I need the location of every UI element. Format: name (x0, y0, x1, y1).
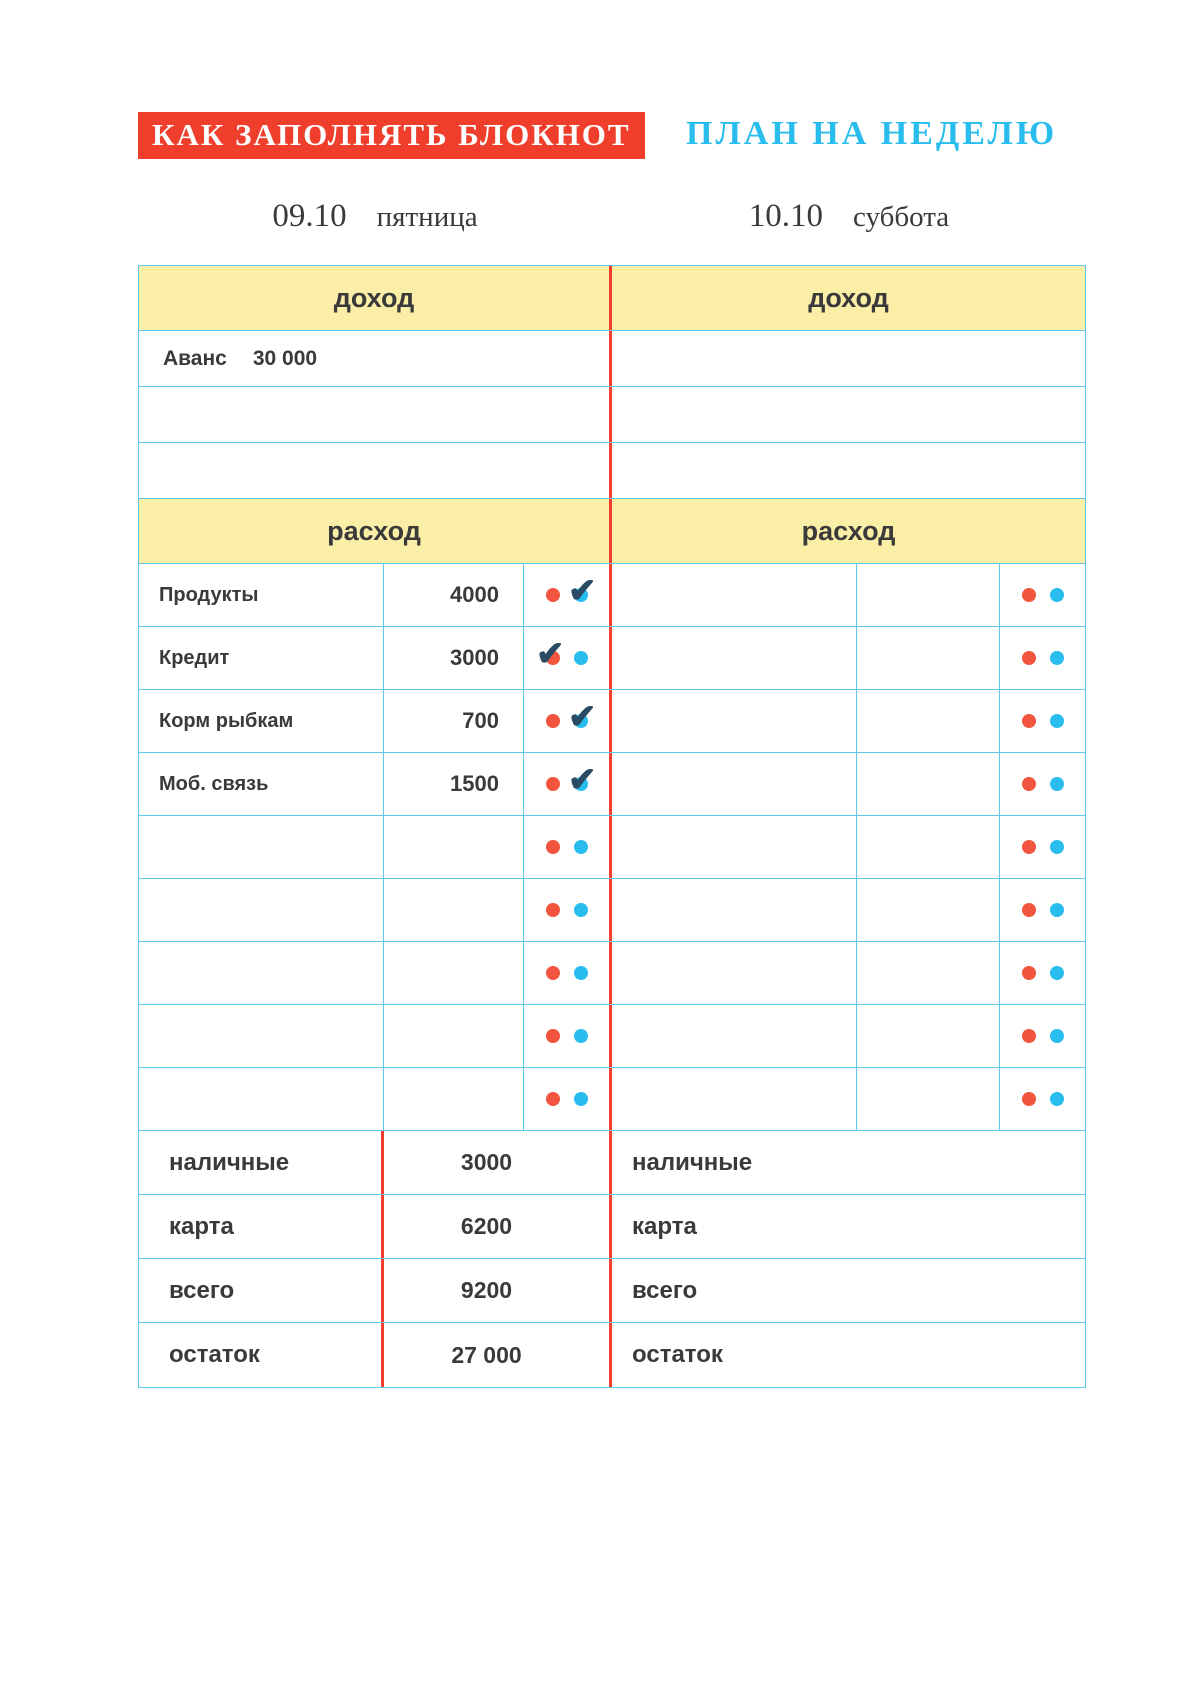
red-dot-icon[interactable] (1022, 777, 1036, 791)
red-dot-icon[interactable] (546, 1092, 560, 1106)
expense-amount-right-1[interactable] (857, 564, 1000, 626)
expense-row-left-6[interactable] (139, 879, 612, 941)
red-dot-icon[interactable] (1022, 966, 1036, 980)
blue-dot-icon[interactable] (1050, 714, 1064, 728)
expense-marks-left-2[interactable] (524, 627, 609, 689)
checkmark-icon: ✔ (568, 698, 597, 736)
expense-row-right-1[interactable] (612, 564, 1085, 626)
expense-marks-right-3[interactable] (1000, 690, 1085, 752)
red-dot-icon[interactable] (1022, 1092, 1036, 1106)
total-label-right-sum: всего (632, 1276, 698, 1304)
expense-marks-left-6[interactable] (524, 879, 609, 941)
weekday-day-2: суббота (853, 201, 950, 233)
expense-marks-right-5[interactable] (1000, 816, 1085, 878)
expense-name-right-8[interactable] (612, 1005, 857, 1067)
expense-name-right-9[interactable] (612, 1068, 857, 1130)
table-row (139, 879, 1085, 942)
expense-row-left-7[interactable] (139, 942, 612, 1004)
date-number-day-2: 10.10 (748, 198, 824, 234)
expense-amount-right-7[interactable] (857, 942, 1000, 1004)
expense-amount-right-9[interactable] (857, 1068, 1000, 1130)
total-row-right-cash[interactable] (612, 1131, 1085, 1194)
expense-name-left-7[interactable] (139, 942, 384, 1004)
table-row (139, 1005, 1085, 1068)
table-row (139, 564, 1085, 627)
expense-marks-right-2[interactable] (1000, 627, 1085, 689)
total-row-left-sum[interactable] (139, 1259, 612, 1322)
red-dot-icon[interactable] (546, 714, 560, 728)
income-row-left-2[interactable] (139, 387, 612, 442)
expense-row-right-6[interactable] (612, 879, 1085, 941)
red-dot-icon[interactable] (546, 777, 560, 791)
title-how-to-fill: КАК ЗАПОЛНЯТЬ БЛОКНОТ (138, 112, 645, 159)
checkmark-icon: ✔ (568, 761, 597, 799)
red-dot-icon[interactable] (1022, 714, 1036, 728)
income-header-right (612, 266, 1085, 330)
date-number-day-1: 09.10 (272, 198, 347, 234)
expense-label-right: расход (801, 515, 896, 546)
blue-dot-icon[interactable] (574, 1029, 588, 1043)
table-row (139, 443, 1085, 499)
expense-row-right-7[interactable] (612, 942, 1085, 1004)
expense-name-left-3[interactable]: Корм рыбкам (139, 690, 384, 752)
expense-amount-right-6[interactable] (857, 879, 1000, 941)
weekday-day-1: пятница (376, 201, 478, 233)
checkmark-icon: ✔ (568, 572, 597, 610)
blue-dot-icon[interactable] (574, 651, 588, 665)
total-row-left-balance[interactable] (139, 1323, 612, 1387)
expense-marks-left-9[interactable] (524, 1068, 609, 1130)
expense-name-left-8[interactable] (139, 1005, 384, 1067)
expense-row-right-2[interactable] (612, 627, 1085, 689)
blue-dot-icon[interactable] (1050, 777, 1064, 791)
table-row (139, 331, 1085, 387)
income-entry-right-2[interactable] (612, 387, 1085, 442)
blue-dot-icon[interactable] (1050, 1092, 1064, 1106)
red-dot-icon[interactable] (546, 903, 560, 917)
expense-amount-left-4[interactable]: 1500 (384, 753, 524, 815)
blue-dot-icon[interactable] (1050, 840, 1064, 854)
red-dot-icon[interactable] (546, 588, 560, 602)
red-dot-icon[interactable] (546, 966, 560, 980)
income-header-left (139, 266, 612, 330)
expense-name-right-2[interactable] (612, 627, 857, 689)
title-week-plan: ПЛАН НА НЕДЕЛЮ (686, 115, 1058, 152)
blue-dot-icon[interactable] (574, 840, 588, 854)
date-header-row (138, 198, 1086, 254)
table-row (139, 387, 1085, 443)
expense-name-left-2[interactable]: Кредит (139, 627, 384, 689)
red-dot-icon[interactable] (1022, 903, 1036, 917)
income-label-right: доход (808, 282, 889, 313)
income-name-left-1: Аванс (163, 346, 227, 370)
total-amount-left-card[interactable]: 6200 (460, 1213, 513, 1239)
table-row (139, 1259, 1085, 1323)
red-dot-icon[interactable] (1022, 651, 1036, 665)
income-amount-left-1: 30 000 (252, 346, 318, 370)
total-row-left-cash[interactable] (139, 1131, 612, 1194)
expense-row-left-2[interactable] (139, 627, 612, 689)
total-label-left-balance: остаток (139, 1323, 384, 1387)
expense-row-left-5[interactable] (139, 816, 612, 878)
expense-marks-right-4[interactable] (1000, 753, 1085, 815)
table-row (139, 1323, 1085, 1387)
expense-marks-left-8[interactable] (524, 1005, 609, 1067)
expense-name-left-5[interactable] (139, 816, 384, 878)
expense-marks-left-4[interactable] (524, 753, 609, 815)
expense-header-left (139, 499, 612, 563)
income-section-header-row (139, 266, 1085, 331)
total-amount-left-balance[interactable]: 27 000 (451, 1341, 522, 1368)
income-row-right-3[interactable] (612, 443, 1085, 498)
expense-amount-right-4[interactable] (857, 753, 1000, 815)
expense-marks-right-1[interactable] (1000, 564, 1085, 626)
income-row-right-1[interactable] (612, 331, 1085, 386)
expense-name-left-6[interactable] (139, 879, 384, 941)
expense-amount-right-2[interactable] (857, 627, 1000, 689)
red-dot-icon[interactable] (1022, 840, 1036, 854)
total-label-left-cash: наличные (139, 1131, 384, 1194)
total-row-right-sum[interactable] (612, 1259, 1085, 1322)
expense-marks-left-1[interactable] (524, 564, 609, 626)
blue-dot-icon[interactable] (574, 966, 588, 980)
expense-row-left-9[interactable] (139, 1068, 612, 1130)
total-row-left-card[interactable] (139, 1195, 612, 1258)
page-headers (138, 112, 1098, 168)
expense-row-right-5[interactable] (612, 816, 1085, 878)
expense-marks-left-7[interactable] (524, 942, 609, 1004)
expense-row-left-1[interactable] (139, 564, 612, 626)
expense-amount-left-2[interactable]: 3000 (384, 627, 524, 689)
expense-row-right-9[interactable] (612, 1068, 1085, 1130)
date-cell-day-2 (612, 198, 1086, 254)
expense-label-left: расход (327, 515, 421, 546)
red-dot-icon[interactable] (546, 1029, 560, 1043)
expense-marks-right-9[interactable] (1000, 1068, 1085, 1130)
blue-dot-icon[interactable] (1050, 588, 1064, 602)
expense-amount-right-3[interactable] (857, 690, 1000, 752)
table-row (139, 627, 1085, 690)
income-entry-right-1[interactable] (612, 331, 1085, 386)
income-entry-right-3[interactable] (612, 443, 1085, 498)
total-label-right-card: карта (632, 1212, 697, 1240)
expense-amount-left-7[interactable] (384, 942, 524, 1004)
expense-name-left-1[interactable]: Продукты (139, 564, 384, 626)
expense-amount-left-8[interactable] (384, 1005, 524, 1067)
income-entry-left-1[interactable] (139, 331, 609, 386)
table-row (139, 816, 1085, 879)
expense-marks-right-8[interactable] (1000, 1005, 1085, 1067)
expense-amount-right-5[interactable] (857, 816, 1000, 878)
expense-amount-left-9[interactable] (384, 1068, 524, 1130)
total-amount-left-sum[interactable]: 9200 (460, 1277, 513, 1303)
expense-row-right-4[interactable] (612, 753, 1085, 815)
expense-header-right (612, 499, 1085, 563)
table-row (139, 1068, 1085, 1131)
table-row (139, 690, 1085, 753)
expense-row-right-8[interactable] (612, 1005, 1085, 1067)
blue-dot-icon[interactable] (1050, 651, 1064, 665)
expense-marks-left-5[interactable] (524, 816, 609, 878)
expense-amount-left-5[interactable] (384, 816, 524, 878)
expense-name-right-3[interactable] (612, 690, 857, 752)
expense-amount-left-3[interactable]: 700 (384, 690, 524, 752)
expense-name-right-1[interactable] (612, 564, 857, 626)
income-entry-left-3[interactable] (139, 443, 609, 498)
expense-row-left-4[interactable] (139, 753, 612, 815)
total-row-right-card[interactable] (612, 1195, 1085, 1258)
blue-dot-icon[interactable] (574, 1092, 588, 1106)
expense-name-left-4[interactable]: Моб. связь (139, 753, 384, 815)
total-label-left-card: карта (139, 1195, 384, 1258)
red-dot-icon[interactable] (1022, 588, 1036, 602)
expense-marks-right-7[interactable] (1000, 942, 1085, 1004)
table-row (139, 1195, 1085, 1259)
total-label-right-balance: остаток (632, 1341, 723, 1368)
expense-name-right-4[interactable] (612, 753, 857, 815)
total-label-right-cash: наличные (632, 1148, 753, 1176)
blue-dot-icon[interactable] (1050, 966, 1064, 980)
blue-dot-icon[interactable] (574, 903, 588, 917)
expense-row-left-8[interactable] (139, 1005, 612, 1067)
blue-dot-icon[interactable] (1050, 903, 1064, 917)
expense-name-right-5[interactable] (612, 816, 857, 878)
expense-name-right-7[interactable] (612, 942, 857, 1004)
total-amount-left-cash[interactable]: 3000 (460, 1149, 513, 1175)
expense-section-header-row (139, 499, 1085, 564)
expense-row-right-3[interactable] (612, 690, 1085, 752)
date-cell-day-1 (138, 198, 612, 254)
expense-name-left-9[interactable] (139, 1068, 384, 1130)
income-row-right-2[interactable] (612, 387, 1085, 442)
total-row-right-balance[interactable] (612, 1323, 1085, 1387)
income-entry-left-2[interactable] (139, 387, 609, 442)
expense-amount-left-1[interactable]: 4000 (384, 564, 524, 626)
income-row-left-1[interactable] (139, 331, 612, 386)
expense-row-left-3[interactable] (139, 690, 612, 752)
income-row-left-3[interactable] (139, 443, 612, 498)
expense-name-right-6[interactable] (612, 879, 857, 941)
red-dot-icon[interactable] (1022, 1029, 1036, 1043)
planner-grid (138, 265, 1086, 1388)
expense-marks-left-3[interactable] (524, 690, 609, 752)
total-label-left-sum: всего (139, 1259, 384, 1322)
expense-amount-right-8[interactable] (857, 1005, 1000, 1067)
expense-marks-right-6[interactable] (1000, 879, 1085, 941)
red-dot-icon[interactable] (546, 840, 560, 854)
income-label-left: доход (333, 282, 415, 313)
table-row (139, 942, 1085, 1005)
checkmark-icon: ✔ (536, 635, 565, 673)
expense-amount-left-6[interactable] (384, 879, 524, 941)
table-row (139, 753, 1085, 816)
blue-dot-icon[interactable] (1050, 1029, 1064, 1043)
table-row (139, 1131, 1085, 1195)
